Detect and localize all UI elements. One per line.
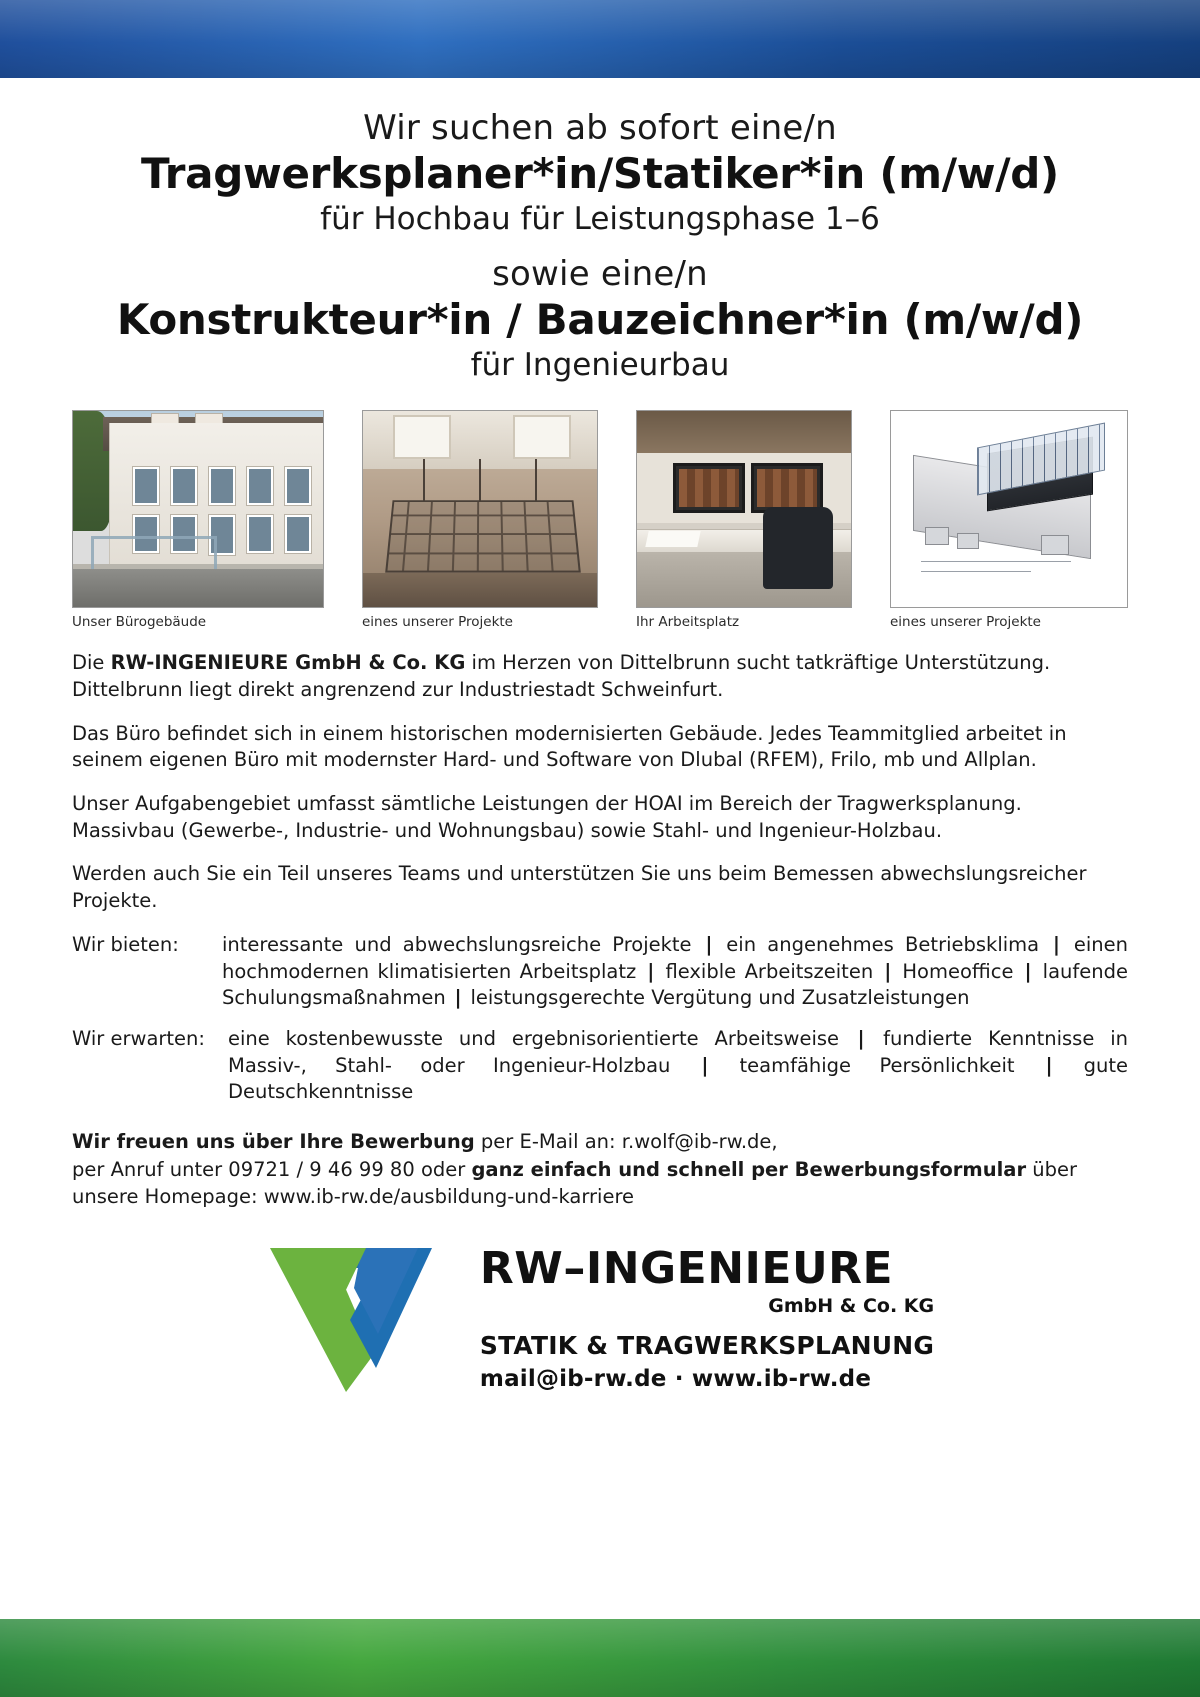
headline-spacer xyxy=(72,238,1128,254)
headline-line-1: Wir suchen ab sofort eine/n xyxy=(363,108,837,148)
paragraph-scope: Unser Aufgabengebiet umfasst sämtliche Leistungen der HOAI im Bereich der Tragwerksplanung. Massivbau (Gewerbe-, Industrie- und Wohnungsbau) sowie Stahl- und Ingenieur-Holzbau. xyxy=(72,792,1022,842)
rebar-cage-photo xyxy=(362,410,598,608)
offer-item-4: Homeoffice xyxy=(902,959,1014,983)
logo-text-block xyxy=(480,1241,934,1392)
contact-line-2 xyxy=(72,1156,1128,1184)
offer-separator: | xyxy=(447,986,469,1010)
contact-homepage[interactable]: unsere Homepage: www.ib-rw.de/ausbildung-und-karriere xyxy=(72,1185,635,1209)
offer-separator: | xyxy=(1015,959,1041,983)
rw-v-logo-icon xyxy=(266,1242,462,1392)
company-logo xyxy=(72,1241,1128,1392)
expect-item-3: gute Deutschkenntnisse xyxy=(228,1053,1129,1104)
photo-strip xyxy=(72,410,1128,630)
offer-separator: | xyxy=(1041,932,1072,956)
logo-legal-form: GmbH & Co. KG xyxy=(768,1295,935,1318)
paragraph-intro xyxy=(72,650,1128,703)
headline-line-4: sowie eine/n xyxy=(492,254,708,295)
expect-separator: | xyxy=(841,1026,882,1050)
offer-row xyxy=(72,932,1128,1012)
paragraph-invite: Werden auch Sie ein Teil unseres Teams und unterstützen Sie uns beim Bemessen abwechslungsreicher Projekte. xyxy=(72,862,1087,913)
contact-line-2-tail: über xyxy=(1026,1157,1078,1181)
photo-caption-2: eines unserer Projekte xyxy=(362,614,513,631)
headline-job-subtitle-2: für Ingenieurbau xyxy=(470,347,730,384)
contact-line-1 xyxy=(72,1128,1128,1156)
photo-cell-3 xyxy=(636,410,852,630)
offer-label: Wir bieten: xyxy=(72,932,179,956)
photo-caption-4: eines unserer Projekte xyxy=(890,614,1041,631)
expect-item-1: fundierte Kenntnisse in Massiv-, Stahl- oder Ingenieur-Holzbau xyxy=(228,1026,1129,1077)
paragraph-office: Das Büro befindet sich in einem historischen modernisierten Gebäude. Jedes Teammitglied arbeitet in seinem eigenen Büro mit modernster Hard- und Software von Dlubal (RFEM), Frilo, mb und Allplan. xyxy=(72,721,1067,772)
expect-row xyxy=(72,1026,1128,1106)
intro-part-c: im Herzen von Dittelbrunn sucht tatkräftige Unterstützung. Dittelbrunn liegt direkt angrenzend zur Industriestadt Schweinfurt. xyxy=(72,651,1051,701)
photo-cell-1 xyxy=(72,410,324,630)
offer-separator: | xyxy=(693,932,725,956)
body-text xyxy=(72,650,1128,1211)
headline-block xyxy=(72,78,1128,384)
expect-items xyxy=(228,1026,1128,1106)
workstation-photo xyxy=(636,410,852,608)
photo-caption-1: Unser Bürogebäude xyxy=(72,614,207,631)
photo-cell-2 xyxy=(362,410,598,630)
3d-structure-model-photo xyxy=(890,410,1128,608)
logo-tagline: STATIK & TRAGWERKSPLANUNG xyxy=(479,1331,935,1361)
offer-item-0: interessante und abwechslungsreiche Projekte xyxy=(222,932,692,956)
office-building-photo xyxy=(72,410,324,608)
logo-company-name: RW–INGENIEURE xyxy=(479,1243,894,1295)
expect-separator: | xyxy=(672,1053,738,1077)
offer-separator: | xyxy=(875,959,901,983)
offer-item-6: leistungsgerechte Vergütung und Zusatzleistungen xyxy=(470,986,970,1010)
expect-label: Wir erwarten: xyxy=(72,1026,205,1050)
expect-item-0: eine kostenbewusste und ergebnisorientierte Arbeitsweise xyxy=(228,1026,840,1050)
offer-item-3: flexible Arbeitszeiten xyxy=(665,959,874,983)
expect-item-2: teamfähige Persönlichkeit xyxy=(739,1053,1015,1077)
intro-part-a: Die xyxy=(72,651,111,675)
company-name: RW-INGENIEURE GmbH & Co. KG xyxy=(110,651,466,675)
headline-job-title-1: Tragwerksplaner*in/Statiker*in (m/w/d) xyxy=(141,149,1059,199)
contact-phone[interactable]: per Anruf unter 09721 / 9 46 99 80 oder xyxy=(72,1157,472,1181)
contact-form-hint: ganz einfach und schnell per Bewerbungsformular xyxy=(471,1157,1027,1181)
top-band-sheen xyxy=(0,0,1200,78)
offer-separator: | xyxy=(638,959,664,983)
bottom-green-band xyxy=(0,1619,1200,1697)
advert-content xyxy=(0,78,1200,1619)
top-blue-band xyxy=(0,0,1200,78)
offer-item-1: ein angenehmes Betriebsklima xyxy=(726,932,1040,956)
offer-item-5: laufende Schulungsmaßnahmen xyxy=(222,959,1128,1010)
bottom-band-sheen xyxy=(0,1619,1200,1697)
photo-caption-3: Ihr Arbeitsplatz xyxy=(636,614,740,631)
contact-lead: Wir freuen uns über Ihre Bewerbung xyxy=(72,1130,475,1154)
expect-separator: | xyxy=(1016,1053,1082,1077)
logo-contact[interactable]: mail@ib-rw.de · www.ib-rw.de xyxy=(479,1366,872,1393)
headline-job-title-2: Konstrukteur*in / Bauzeichner*in (m/w/d) xyxy=(116,295,1084,345)
contact-email[interactable]: per E-Mail an: r.wolf@ib-rw.de, xyxy=(474,1130,778,1154)
offer-items xyxy=(222,932,1128,1012)
offer-item-2: einen hochmodernen klimatisierten Arbeitsplatz xyxy=(222,932,1128,983)
photo-cell-4 xyxy=(890,410,1128,630)
contact-block xyxy=(72,1128,1128,1211)
headline-job-subtitle-1: für Hochbau für Leistungsphase 1–6 xyxy=(320,200,880,237)
